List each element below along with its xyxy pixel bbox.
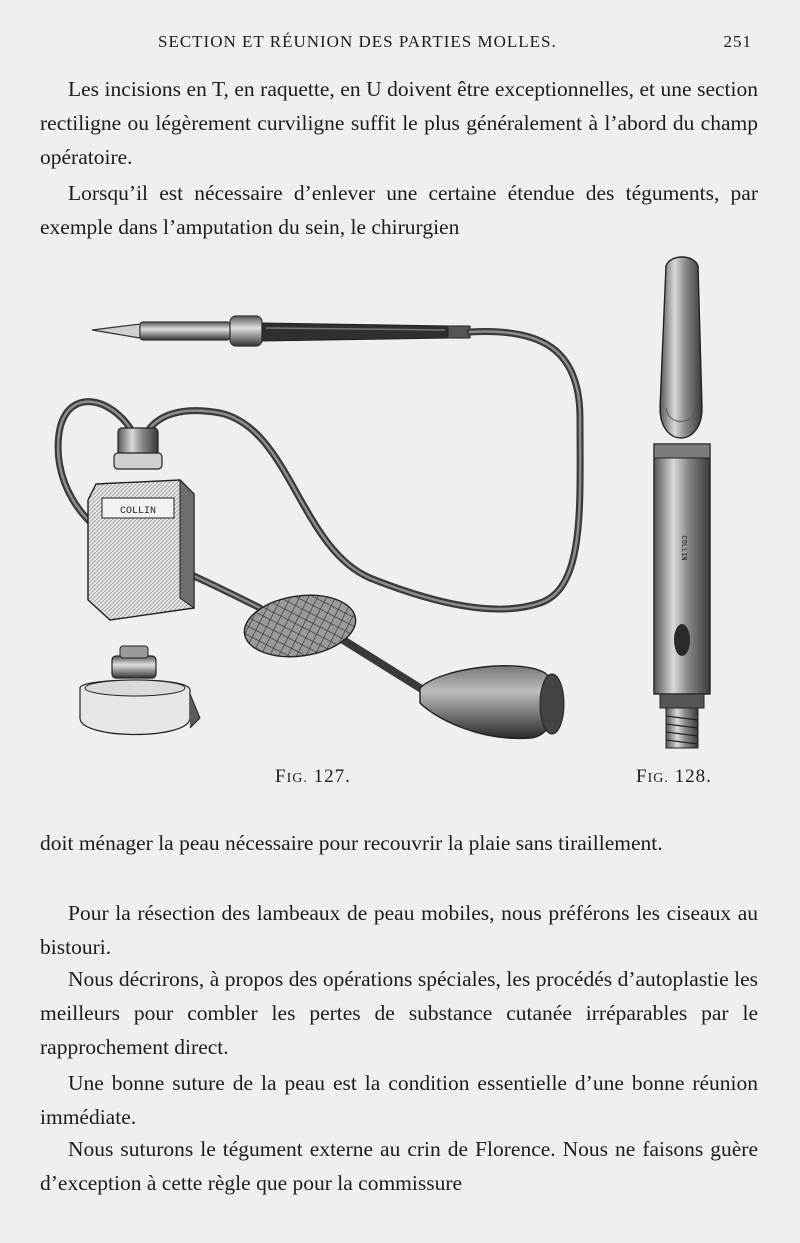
cautery-tip-vertical — [654, 257, 710, 748]
netted-bulb — [240, 588, 359, 663]
thermocautery-illustration — [40, 248, 760, 758]
caption-127-ig: IG. — [286, 771, 308, 786]
figure-127-caption — [275, 766, 351, 788]
paragraph-teguments: Lorsqu’il est nécessaire d’enlever une certaine étendue des téguments, par exemple dans l’amputation du sein, le chirurgien — [40, 181, 758, 239]
paragraph-resection: Pour la résection des lambeaux de peau mobiles, nous préférons les ciseaux au bistouri. — [40, 901, 758, 959]
running-head — [40, 32, 758, 56]
paragraph-suture: Une bonne suture de la peau est la condition essentielle d’une bonne réunion immédiate. — [40, 1071, 758, 1129]
page-number: 251 — [723, 32, 752, 51]
figure-area — [40, 248, 760, 798]
caption-128-f: F — [636, 766, 648, 787]
caption-127-f: F — [275, 766, 287, 787]
paragraph-incisions: Les incisions en T, en raquette, en U doivent être exceptionnelles, et une section rectiligne ou légèrement curviligne suffit le plus généralement à l’abord du champ opératoire. — [40, 77, 758, 169]
figure-128-caption — [636, 766, 712, 788]
paragraph-autoplastie: Nous décrirons, à propos des opérations spéciales, les procédés d’autoplastie les meilleurs pour combler les pertes de substance cutanée irréparables par le rapprochement direct. — [40, 967, 758, 1059]
spirit-lamp — [80, 646, 200, 735]
cautery-label-text: COLLIN — [679, 535, 687, 561]
collin-bottle — [88, 428, 194, 620]
paragraph-crin: Nous suturons le tégument externe au crin de Florence. Nous ne faisons guère d’exception à cette règle que pour la commissure — [40, 1137, 758, 1195]
caption-128-ig: IG. — [647, 771, 669, 786]
caption-127-number: 127. — [313, 766, 351, 787]
paragraph-menager: doit ménager la peau nécessaire pour recouvrir la plaie sans tiraillement. — [40, 831, 663, 855]
cautery-handpiece — [92, 316, 470, 346]
rubber-hand-bulb — [420, 666, 564, 739]
caption-128-number: 128. — [674, 766, 712, 787]
running-head-title: SECTION ET RÉUNION DES PARTIES MOLLES. — [158, 32, 557, 51]
bottle-label-text: COLLIN — [119, 506, 157, 517]
